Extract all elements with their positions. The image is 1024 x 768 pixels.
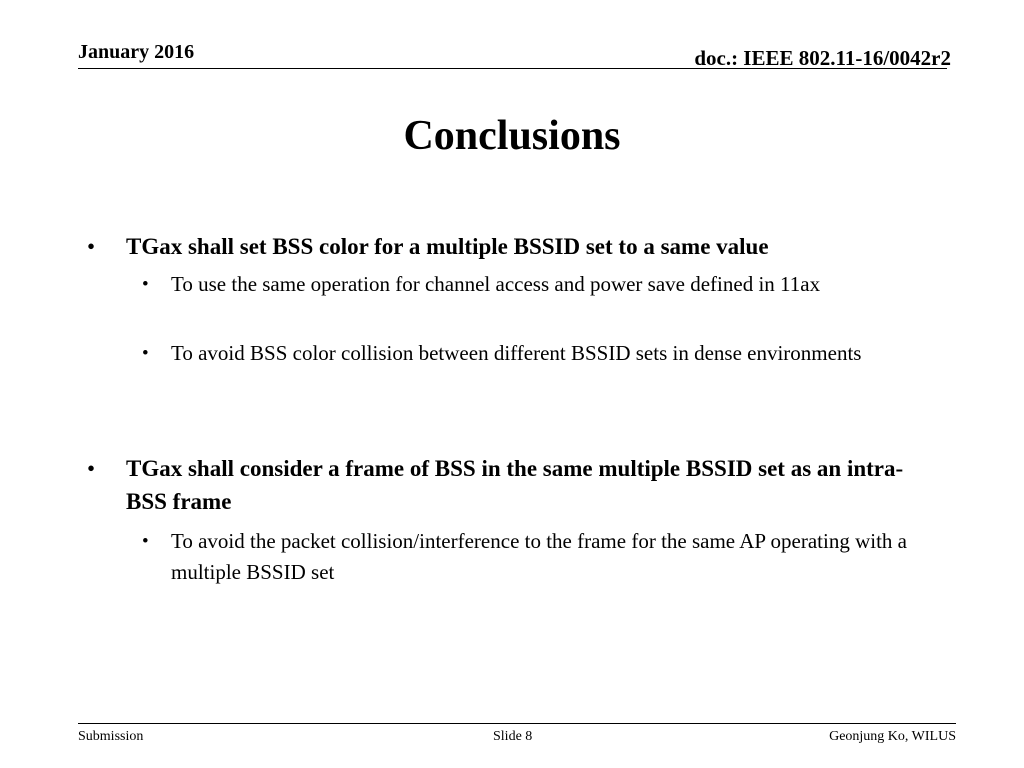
bullet-icon: • — [142, 274, 149, 295]
bullet-icon: • — [142, 531, 149, 552]
slide-title: Conclusions — [403, 113, 621, 159]
bullet-item-1 — [87, 230, 936, 263]
bullet-icon: • — [87, 456, 96, 481]
header-doc-number: doc.: IEEE 802.11-16/0042r2 — [694, 46, 951, 70]
bullet-item-2 — [87, 452, 936, 518]
bullet-icon: • — [87, 234, 96, 259]
bullet-text: TGax shall consider a frame of BSS in the same multiple BSSID set as an intra-BSS frame — [126, 456, 904, 514]
footer-submission: Submission — [78, 729, 144, 744]
footer-divider — [78, 723, 956, 724]
footer-slide-number: Slide 8 — [493, 729, 533, 744]
header-divider — [78, 68, 947, 69]
bullet-icon: • — [142, 343, 149, 364]
sub-bullet-item-1-1 — [142, 269, 931, 300]
sub-bullet-item-2-1 — [142, 526, 931, 588]
sub-bullet-item-1-2 — [142, 338, 931, 369]
sub-bullet-text: To avoid BSS color collision between different BSSID sets in dense environments — [171, 341, 862, 365]
footer-author: Geonjung Ko, WILUS — [829, 729, 956, 744]
sub-bullet-text: To avoid the packet collision/interference to the frame for the same AP operating with a multiple BSSID set — [171, 529, 907, 584]
bullet-text: TGax shall set BSS color for a multiple BSSID set to a same value — [126, 234, 769, 259]
sub-bullet-text: To use the same operation for channel access and power save defined in 11ax — [171, 272, 821, 296]
header-date: January 2016 — [78, 41, 195, 63]
